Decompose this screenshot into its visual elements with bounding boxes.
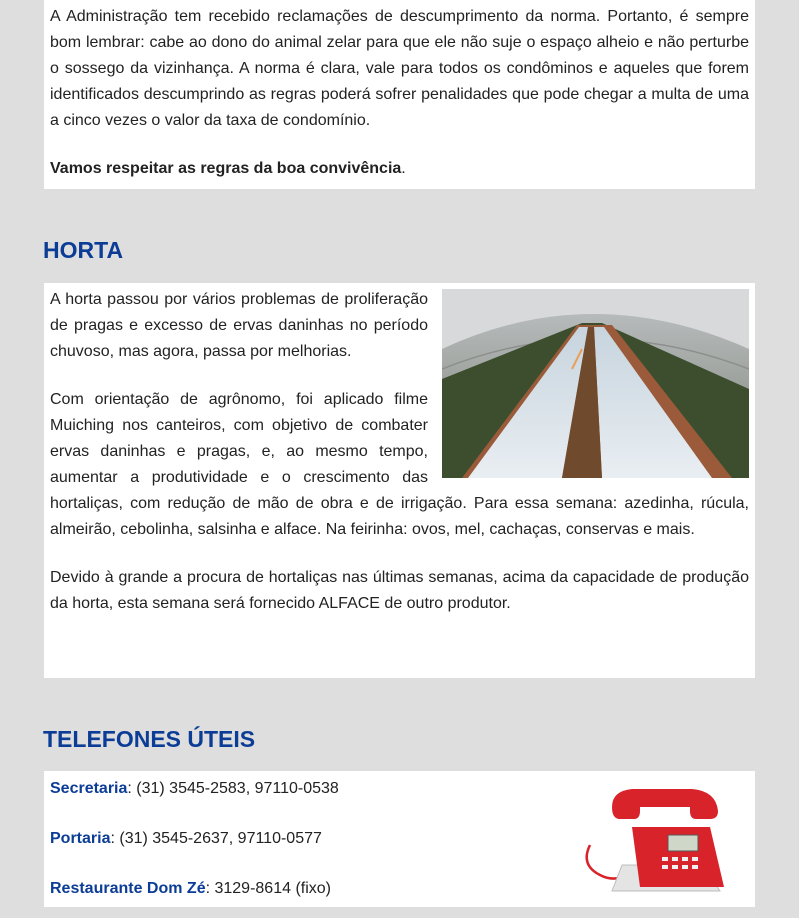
telefones-title: TELEFONES ÚTEIS (43, 726, 256, 752)
phone-label-restaurante: Restaurante Dom Zé (50, 880, 206, 897)
notice-paragraph: A Administração tem recebido reclamações de descumprimento da norma. Portanto, é sempre bom lembrar: cabe ao dono do animal zelar para que ele não suje o espaço alheio e não perturbe o sossego da vizinhança. A norma é clara, vale para todos os condôminos e aqueles que forem identificados descumprindo as regras poderá sofrer penalidades que pode chegar a multa de uma a cinco vezes o valor da taxa de condomínio. (50, 8, 749, 129)
notice-closing (50, 156, 749, 182)
greenhouse-photo (442, 289, 749, 478)
phone-label-portaria: Portaria (50, 830, 111, 847)
notice-closing-end: . (401, 160, 406, 177)
horta-card (44, 283, 755, 678)
phone-label-secretaria: Secretaria (50, 780, 128, 797)
horta-title: HORTA (43, 237, 124, 263)
horta-paragraph-1: A horta passou por vários problemas de proliferação de pragas e excesso de ervas daninhas no período chuvoso, mas agora, passa por melhorias. (50, 291, 428, 360)
notice-card (44, 0, 755, 189)
horta-paragraph-3: Devido à grande a procura de hortaliças nas últimas semanas, acima da capacidade de produção da horta, esta semana será fornecido ALFACE de outro produtor. (50, 569, 749, 612)
phone-value-portaria: : (31) 3545-2637, 97110-0577 (110, 830, 322, 847)
notice-closing-bold: Vamos respeitar as regras da boa convivência (50, 160, 402, 177)
phone-value-secretaria: : (31) 3545-2583, 97110-0538 (127, 780, 339, 797)
phone-value-restaurante: : 3129-8614 (fixo) (205, 880, 331, 897)
horta-paragraph-2: Com orientação de agrônomo, foi aplicado filme Muiching nos canteiros, com objetivo de combater ervas daninhas e pragas, e, ao mesmo tempo, aumentar a produtividade e o crescimento das hortaliças, com redução de mão de obra e de irrigação. Para essa semana: azedinha, rúcula, almeirão, cebolinha, salsinha e alface. Na feirinha: ovos, mel, cachaças, conservas e mais. (50, 391, 749, 538)
telephone-icon (582, 785, 742, 893)
telefones-card (44, 771, 755, 907)
